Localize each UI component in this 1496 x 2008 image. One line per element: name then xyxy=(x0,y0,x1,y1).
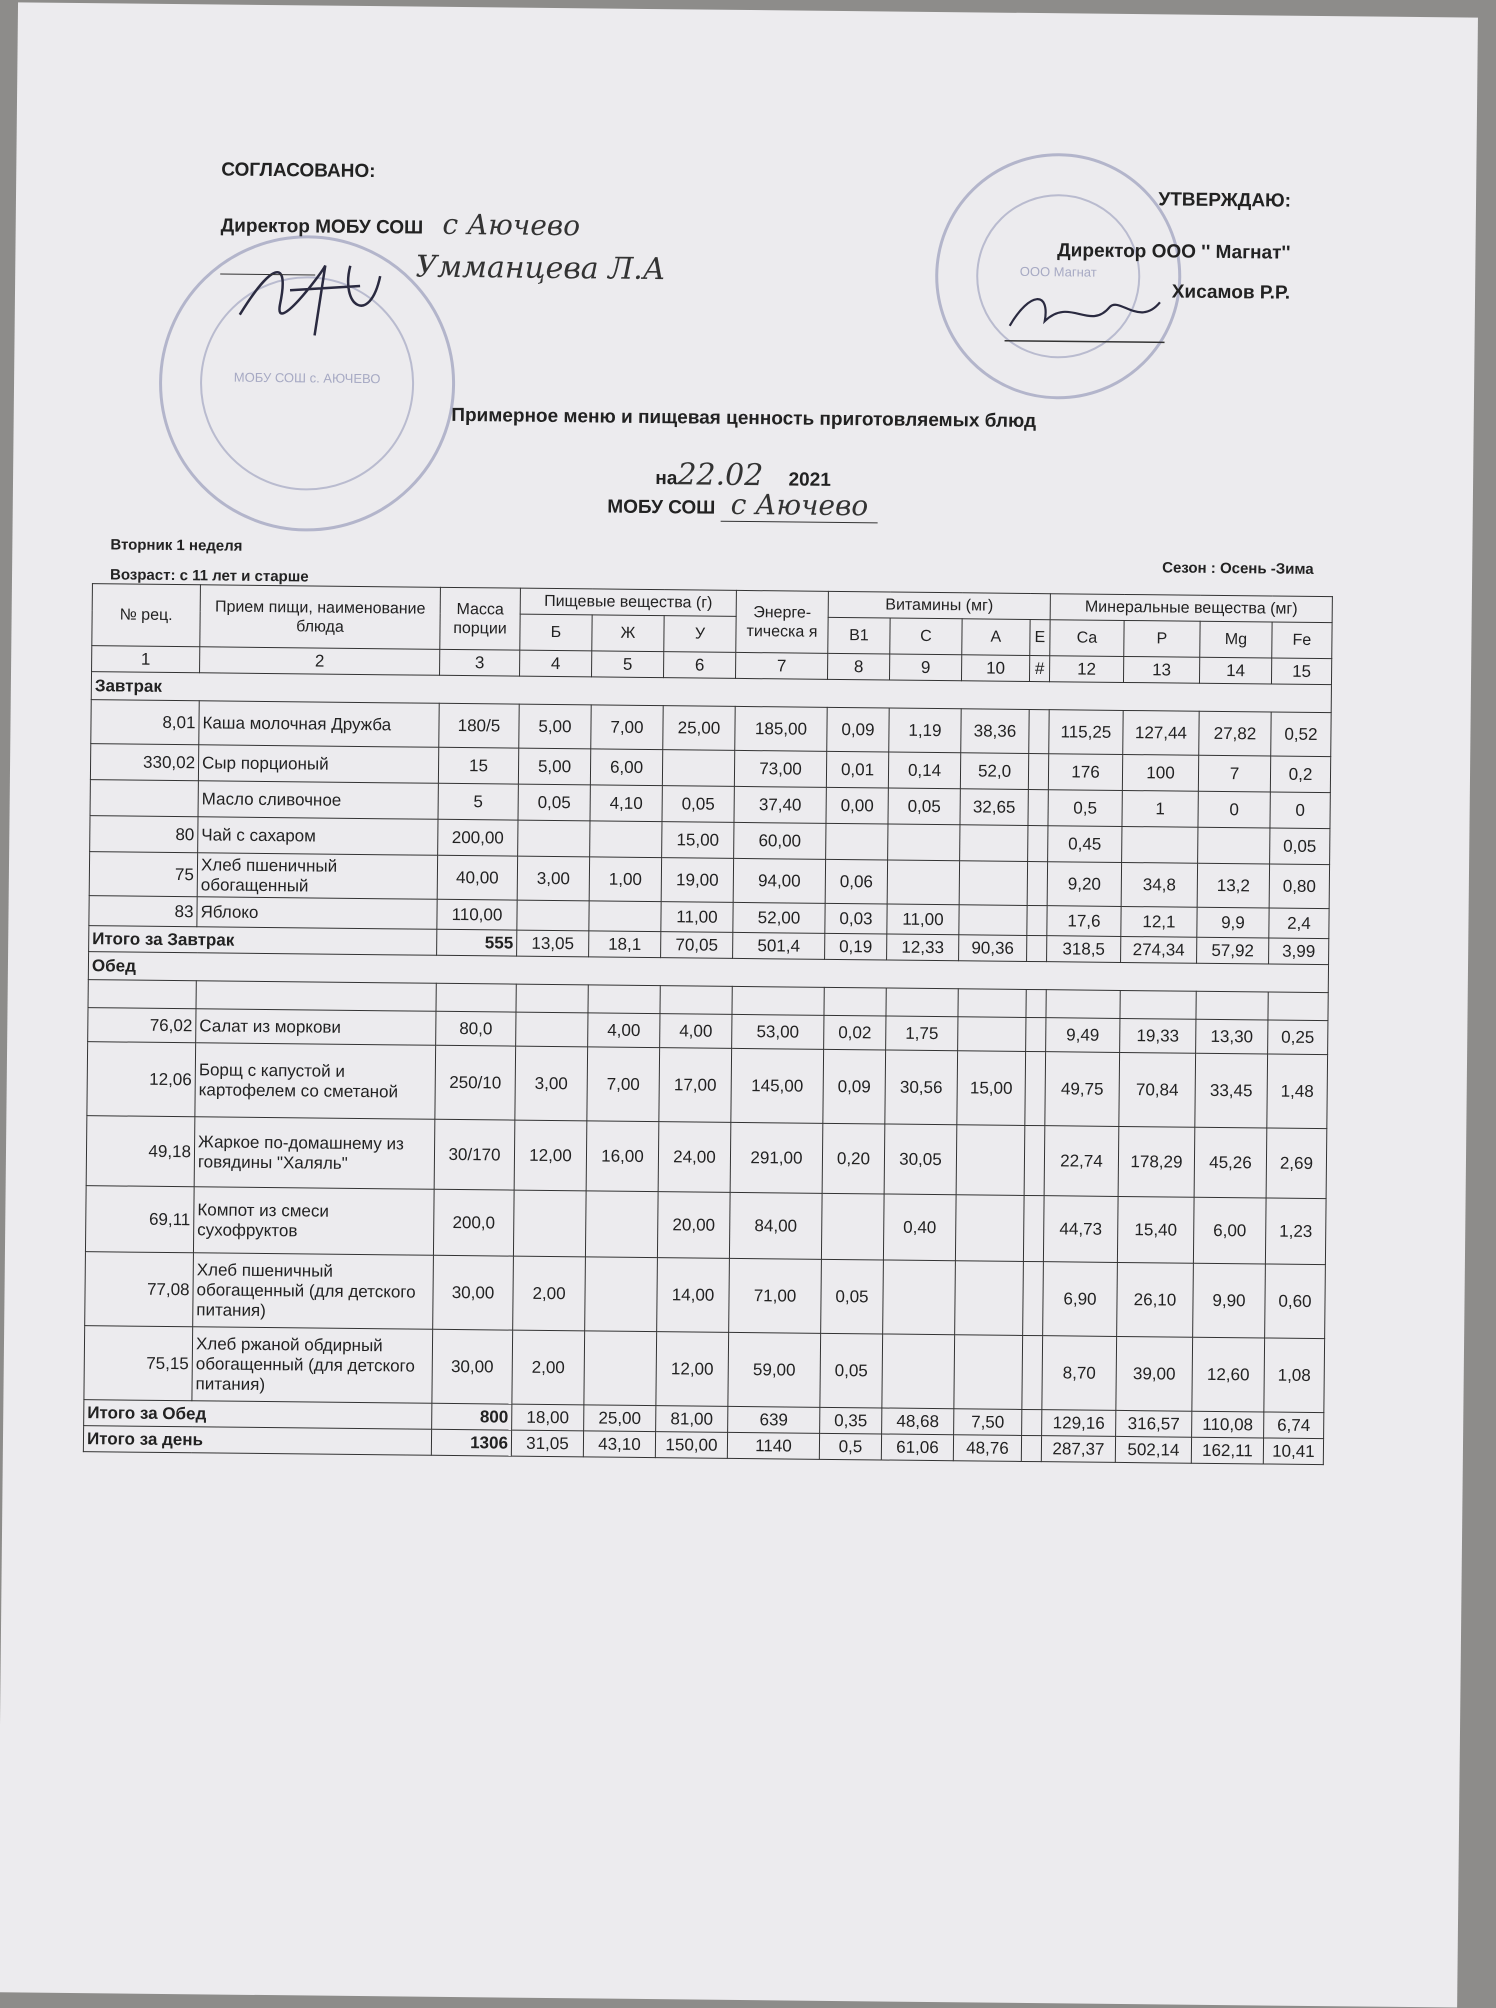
cell-value: 0,2 xyxy=(1270,756,1330,793)
empty-cell xyxy=(436,983,516,1012)
total-value: 0,19 xyxy=(825,933,887,960)
cell-value: 84,00 xyxy=(729,1192,822,1259)
empty-cell xyxy=(516,984,588,1013)
cell-value: 94,00 xyxy=(733,858,825,903)
cell-value: 0,05 xyxy=(820,1333,883,1408)
cell-value xyxy=(516,1012,588,1047)
left-seal-stamp: МОБУ СОШ с. АЮЧЕВО xyxy=(158,234,457,533)
column-number: 12 xyxy=(1049,656,1123,683)
total-value: 287,37 xyxy=(1041,1436,1115,1463)
cell-value: 6,00 xyxy=(1193,1197,1266,1264)
column-number: 3 xyxy=(440,649,520,676)
head-mg: Mg xyxy=(1200,621,1272,658)
head-ca: Ca xyxy=(1050,620,1124,657)
cell-value: 1 xyxy=(1122,790,1198,827)
total-mass: 1306 xyxy=(431,1429,511,1456)
cell-value xyxy=(518,820,590,857)
cell-value: 39,00 xyxy=(1116,1336,1193,1411)
cell-value: 0,25 xyxy=(1268,1020,1328,1055)
cell-value: 52,00 xyxy=(733,902,825,933)
dish-name: Жаркое по-домашнему из говядины "Халяль" xyxy=(194,1117,435,1190)
recipe-number: 75,15 xyxy=(84,1326,193,1401)
cell-value xyxy=(590,821,662,858)
column-number: 8 xyxy=(827,653,889,680)
cell-value xyxy=(821,1193,884,1260)
cell-value: 145,00 xyxy=(731,1048,824,1123)
cell-value: 250/10 xyxy=(435,1045,516,1120)
cell-value: 2,4 xyxy=(1269,908,1329,939)
total-value: 3,99 xyxy=(1269,938,1329,965)
head-b1: В1 xyxy=(828,617,890,654)
recipe-number: 49,18 xyxy=(86,1116,195,1187)
total-value: 18,1 xyxy=(589,931,661,958)
column-number: 5 xyxy=(592,651,664,678)
cell-value xyxy=(1023,1195,1044,1261)
cell-value: 3,00 xyxy=(517,856,589,901)
cell-value: 178,29 xyxy=(1118,1126,1195,1197)
column-number: 13 xyxy=(1123,656,1199,683)
head-e: Е xyxy=(1030,619,1050,655)
cell-value: 11,00 xyxy=(661,902,733,933)
cell-value: 2,00 xyxy=(512,1330,585,1405)
cell-value: 5 xyxy=(438,783,518,820)
cell-value: 30,00 xyxy=(433,1255,514,1330)
cell-value: 0,52 xyxy=(1271,712,1331,757)
cell-value: 14,00 xyxy=(657,1258,730,1333)
empty-cell xyxy=(886,988,958,1017)
cell-value: 32,65 xyxy=(960,789,1028,826)
cell-value xyxy=(883,1260,956,1335)
table-row xyxy=(84,1326,1325,1413)
menu-school-line: МОБУ СОШ с Аючево xyxy=(13,480,1473,528)
cell-value: 180/5 xyxy=(439,703,519,748)
total-value: 10,41 xyxy=(1263,1438,1323,1465)
cell-value: 12,00 xyxy=(656,1332,729,1407)
cell-value xyxy=(1028,789,1048,825)
cell-value xyxy=(954,1335,1023,1410)
cell-value: 19,00 xyxy=(661,858,733,903)
column-number: 10 xyxy=(961,655,1029,682)
cell-value xyxy=(955,1261,1024,1336)
cell-value: 0,80 xyxy=(1269,864,1329,909)
head-a: А xyxy=(962,619,1030,656)
cell-value: 12,60 xyxy=(1192,1337,1265,1412)
head-energy: Энерге-тическа я xyxy=(736,590,829,653)
cell-value: 9,9 xyxy=(1197,907,1269,938)
cell-value: 30,05 xyxy=(884,1124,957,1195)
cell-value xyxy=(585,1257,658,1332)
cell-value: 176 xyxy=(1048,754,1122,791)
column-number: 14 xyxy=(1199,657,1271,684)
column-number: 1 xyxy=(92,646,200,673)
table-row xyxy=(87,1042,1328,1129)
cell-value: 80,0 xyxy=(436,1011,516,1046)
cell-value xyxy=(956,1125,1025,1196)
column-number: 6 xyxy=(664,652,736,679)
recipe-number: 77,08 xyxy=(85,1252,194,1327)
cell-value xyxy=(662,750,734,787)
cell-value xyxy=(517,900,589,931)
cell-value: 38,36 xyxy=(961,709,1029,754)
column-number: 4 xyxy=(520,650,592,677)
cell-value: 9,20 xyxy=(1047,862,1121,907)
empty-cell xyxy=(1026,989,1046,1017)
head-zh: Ж xyxy=(592,615,664,652)
right-seal-stamp: ООО Магнат xyxy=(934,152,1183,401)
cell-value xyxy=(882,1334,955,1409)
cell-value: 15,00 xyxy=(662,822,734,859)
cell-value: 7 xyxy=(1198,755,1270,792)
cell-value: 4,00 xyxy=(660,1014,732,1049)
recipe-number: 80 xyxy=(90,816,198,853)
signer-right: Хисамов Р.Р. xyxy=(1171,281,1291,304)
total-mass: 555 xyxy=(437,929,517,956)
cell-value: 73,00 xyxy=(734,750,826,787)
cell-value xyxy=(1198,827,1270,864)
head-vitamins: Витамины (мг) xyxy=(828,591,1050,619)
empty-cell xyxy=(1196,991,1268,1020)
head-p: P xyxy=(1124,620,1200,657)
section-label: Завтрак xyxy=(91,672,1331,713)
total-value: 18,00 xyxy=(512,1404,584,1431)
total-value xyxy=(1022,1409,1042,1435)
empty-cell xyxy=(196,981,436,1012)
total-value xyxy=(1027,935,1047,961)
cell-value: 1,48 xyxy=(1267,1054,1328,1129)
cell-value: 12,1 xyxy=(1121,906,1197,937)
cell-value: 0,00 xyxy=(826,787,888,824)
dish-name: Хлеб пшеничный обогащенный (для детского питания) xyxy=(193,1253,434,1330)
menu-date-line: на22.02 2021 xyxy=(655,457,831,494)
total-value: 13,05 xyxy=(517,930,589,957)
cell-value xyxy=(955,1195,1024,1262)
cell-value xyxy=(959,905,1027,936)
cell-value xyxy=(1026,1017,1046,1051)
cell-value: 1,23 xyxy=(1265,1198,1326,1265)
school-handwritten-2: с Аючево xyxy=(720,488,878,524)
cell-value: 291,00 xyxy=(730,1122,823,1193)
total-value: 70,05 xyxy=(661,932,733,959)
cell-value xyxy=(589,901,661,932)
cell-value: 100 xyxy=(1122,754,1198,791)
cell-value: 0,20 xyxy=(822,1123,885,1194)
head-b: Б xyxy=(520,614,592,651)
cell-value: 70,84 xyxy=(1119,1052,1196,1127)
cell-value: 0,60 xyxy=(1265,1264,1326,1339)
column-number: 15 xyxy=(1271,658,1331,685)
dish-name: Сыр порционый xyxy=(198,745,438,784)
cell-value: 0,05 xyxy=(1270,828,1330,865)
total-value: 57,92 xyxy=(1197,937,1269,964)
total-value: 43,10 xyxy=(583,1431,655,1458)
cell-value: 0,09 xyxy=(827,707,889,752)
cell-value: 22,74 xyxy=(1044,1126,1119,1197)
column-number: 7 xyxy=(735,652,827,679)
cell-value: 37,40 xyxy=(734,786,826,823)
cell-value: 0,05 xyxy=(821,1259,884,1334)
cell-value: 0 xyxy=(1198,791,1270,828)
cell-value: 6,90 xyxy=(1043,1262,1118,1337)
cell-value: 0,5 xyxy=(1048,790,1122,827)
cell-value: 15,40 xyxy=(1117,1196,1194,1263)
cell-value: 13,2 xyxy=(1197,863,1269,908)
cell-value: 8,70 xyxy=(1042,1336,1117,1411)
cell-value: 115,25 xyxy=(1049,710,1123,755)
total-value: 501,4 xyxy=(733,932,825,959)
total-label: Итого за Завтрак xyxy=(89,926,437,956)
total-value: 110,08 xyxy=(1192,1411,1264,1438)
recipe-number: 12,06 xyxy=(87,1042,196,1117)
dish-name: Салат из моркови xyxy=(196,1009,436,1046)
cell-value xyxy=(1027,861,1047,905)
cell-value: 200,0 xyxy=(433,1189,514,1256)
date-handwritten: 22.02 xyxy=(677,457,764,494)
cell-value xyxy=(1022,1335,1043,1409)
total-value: 150,00 xyxy=(655,1432,727,1459)
signer-left-handwritten: Умманцева Л.А xyxy=(415,249,666,288)
dish-name: Яблоко xyxy=(197,897,437,930)
total-value: 0,35 xyxy=(820,1407,882,1434)
recipe-number: 69,11 xyxy=(85,1186,194,1253)
approve-block xyxy=(1025,186,1291,307)
total-value: 81,00 xyxy=(656,1406,728,1433)
total-value: 31,05 xyxy=(511,1430,583,1457)
cell-value: 110,00 xyxy=(437,899,517,930)
cell-value xyxy=(584,1331,657,1406)
empty-cell xyxy=(958,989,1026,1018)
empty-cell xyxy=(1120,990,1196,1019)
age-label: Возраст: с 11 лет и старше xyxy=(109,566,309,586)
total-value: 7,50 xyxy=(954,1409,1022,1436)
approve-label: УТВЕРЖДАЮ: xyxy=(1158,189,1292,212)
column-number: # xyxy=(1029,655,1049,681)
cell-value xyxy=(1028,825,1048,861)
empty-cell xyxy=(732,986,824,1015)
cell-value: 17,6 xyxy=(1047,906,1121,937)
total-value: 48,76 xyxy=(953,1435,1021,1462)
cell-value: 5,00 xyxy=(518,748,590,785)
head-fe: Fe xyxy=(1272,622,1332,659)
empty-cell xyxy=(88,980,196,1009)
recipe-number: 83 xyxy=(89,896,197,927)
cell-value: 17,00 xyxy=(659,1048,732,1123)
total-value: 639 xyxy=(728,1406,820,1433)
director-right: Директор ООО '' Магнат'' xyxy=(1057,240,1291,264)
cell-value: 45,26 xyxy=(1194,1127,1267,1198)
cell-value: 30/170 xyxy=(434,1119,515,1190)
empty-cell xyxy=(588,985,660,1014)
recipe-number: 330,02 xyxy=(90,744,198,781)
season-label: Сезон : Осень -Зима xyxy=(1162,559,1314,578)
cell-value: 15,00 xyxy=(957,1051,1026,1126)
total-value xyxy=(1021,1435,1041,1461)
cell-value: 0,03 xyxy=(825,903,887,934)
cell-value: 6,00 xyxy=(590,749,662,786)
table-row xyxy=(85,1252,1326,1339)
head-rec: № рец. xyxy=(92,584,201,647)
head-nutrients: Пищевые вещества (г) xyxy=(520,588,736,616)
cell-value: 4,00 xyxy=(588,1013,660,1048)
head-c: С xyxy=(890,618,962,655)
cell-value xyxy=(1025,1051,1046,1125)
cell-value: 1,08 xyxy=(1264,1338,1325,1413)
cell-value: 30,00 xyxy=(432,1329,513,1404)
cell-value: 59,00 xyxy=(728,1332,821,1407)
empty-cell xyxy=(1046,990,1120,1019)
cell-value xyxy=(1023,1261,1044,1335)
total-label: Итого за день xyxy=(83,1426,431,1456)
cell-value: 200,00 xyxy=(438,819,518,856)
cell-value: 2,69 xyxy=(1266,1128,1327,1199)
cell-value: 71,00 xyxy=(729,1258,822,1333)
cell-value xyxy=(1028,753,1048,789)
day-label: Вторник 1 неделя xyxy=(110,536,243,555)
cell-value: 0,45 xyxy=(1048,826,1122,863)
cell-value xyxy=(1029,709,1049,753)
total-value: 274,34 xyxy=(1121,936,1197,963)
cell-value: 11,00 xyxy=(887,904,959,935)
cell-value: 1,00 xyxy=(589,857,661,902)
cell-value xyxy=(888,824,960,861)
cell-value: 7,00 xyxy=(591,705,663,750)
cell-value xyxy=(585,1191,658,1258)
cell-value xyxy=(1027,905,1047,935)
cell-value: 0,05 xyxy=(662,786,734,823)
director-left: Директор МОБУ СОШ xyxy=(220,215,424,239)
cell-value: 53,00 xyxy=(732,1014,824,1049)
total-value: 12,33 xyxy=(887,934,959,961)
dish-name: Борщ с капустой и картофелем со сметаной xyxy=(195,1043,436,1120)
cell-value xyxy=(826,823,888,860)
cell-value: 9,90 xyxy=(1193,1263,1266,1338)
cell-value: 16,00 xyxy=(586,1121,659,1192)
cell-value: 7,00 xyxy=(587,1047,660,1122)
column-number: 9 xyxy=(889,654,961,681)
cell-value: 12,00 xyxy=(514,1120,587,1191)
total-mass: 800 xyxy=(432,1403,512,1430)
cell-value: 0,40 xyxy=(883,1194,956,1261)
menu-table xyxy=(83,583,1333,1465)
total-value: 162,11 xyxy=(1191,1437,1263,1464)
recipe-number: 76,02 xyxy=(88,1008,196,1043)
cell-value: 27,82 xyxy=(1199,711,1271,756)
dish-name: Чай с сахаром xyxy=(198,817,438,856)
cell-value: 5,00 xyxy=(519,704,591,749)
cell-value: 52,0 xyxy=(960,753,1028,790)
head-mass: Масса порции xyxy=(440,587,521,650)
total-value: 6,74 xyxy=(1264,1412,1324,1439)
empty-cell xyxy=(1268,992,1328,1021)
menu-title: Примерное меню и пищевая ценность приготовляемых блюд xyxy=(451,404,1037,433)
agreed-label: СОГЛАСОВАНО: xyxy=(221,159,376,183)
cell-value: 2,00 xyxy=(513,1256,586,1331)
cell-value: 15 xyxy=(438,747,518,784)
cell-value xyxy=(1122,826,1198,863)
cell-value: 44,73 xyxy=(1043,1196,1118,1263)
school-handwritten: с Аючево xyxy=(442,207,581,243)
head-meal: Прием пищи, наименование блюда xyxy=(200,585,441,650)
recipe-number xyxy=(90,780,198,817)
head-minerals: Минеральные вещества (мг) xyxy=(1050,594,1332,623)
cell-value: 0,05 xyxy=(518,784,590,821)
total-value: 48,68 xyxy=(882,1408,954,1435)
total-value: 1140 xyxy=(727,1432,819,1459)
total-value: 90,36 xyxy=(959,935,1027,962)
cell-value: 4,10 xyxy=(590,785,662,822)
cell-value: 3,00 xyxy=(515,1046,588,1121)
cell-value: 0,14 xyxy=(888,752,960,789)
cell-value: 0,09 xyxy=(823,1049,886,1124)
empty-cell xyxy=(824,987,886,1016)
cell-value: 1,19 xyxy=(889,708,961,753)
cell-value: 0,06 xyxy=(825,859,887,904)
cell-value: 0,01 xyxy=(826,751,888,788)
total-value: 0,5 xyxy=(819,1433,881,1460)
cell-value: 13,30 xyxy=(1196,1019,1268,1054)
dish-name: Хлеб ржаной обдирный обогащенный (для детского питания) xyxy=(192,1327,433,1404)
total-value: 25,00 xyxy=(584,1405,656,1432)
menu-table-body xyxy=(83,646,1331,1465)
agreed-block xyxy=(220,157,667,287)
cell-value: 34,8 xyxy=(1121,862,1197,907)
dish-name: Каша молочная Дружба xyxy=(199,701,439,748)
cell-value: 127,44 xyxy=(1123,710,1199,755)
cell-value: 0,02 xyxy=(824,1015,886,1050)
cell-value: 33,45 xyxy=(1195,1053,1268,1128)
cell-value: 1,75 xyxy=(886,1016,958,1051)
dish-name: Компот из смеси сухофруктов xyxy=(193,1187,434,1256)
cell-value: 24,00 xyxy=(658,1122,731,1193)
cell-value xyxy=(958,1017,1026,1052)
column-number: 2 xyxy=(200,647,440,676)
cell-value: 19,33 xyxy=(1120,1018,1196,1053)
cell-value: 40,00 xyxy=(437,855,517,900)
section-label: Обед xyxy=(88,952,1328,993)
total-value: 129,16 xyxy=(1042,1410,1116,1437)
cell-value xyxy=(887,860,959,905)
recipe-number: 8,01 xyxy=(91,700,199,745)
cell-value xyxy=(1024,1125,1045,1195)
dish-name: Хлеб пшеничный обогащенный xyxy=(197,853,437,900)
cell-value: 0,05 xyxy=(888,788,960,825)
table-row xyxy=(86,1116,1327,1199)
cell-value: 9,49 xyxy=(1046,1018,1120,1053)
total-value: 61,06 xyxy=(881,1434,953,1461)
total-label: Итого за Обед xyxy=(84,1400,432,1430)
cell-value xyxy=(513,1190,586,1257)
cell-value: 49,75 xyxy=(1045,1052,1120,1127)
cell-value xyxy=(959,861,1027,906)
head-u: У xyxy=(664,616,736,653)
total-value: 502,14 xyxy=(1115,1436,1191,1463)
dish-name: Масло сливочное xyxy=(198,781,438,820)
cell-value: 185,00 xyxy=(735,706,827,751)
total-value: 316,57 xyxy=(1116,1410,1192,1437)
total-value: 318,5 xyxy=(1047,936,1121,963)
cell-value xyxy=(960,825,1028,862)
document-page xyxy=(0,2,1478,2007)
cell-value: 20,00 xyxy=(657,1192,730,1259)
cell-value: 60,00 xyxy=(734,822,826,859)
cell-value: 26,10 xyxy=(1117,1262,1194,1337)
cell-value: 25,00 xyxy=(663,706,735,751)
recipe-number: 75 xyxy=(89,852,197,897)
cell-value: 30,56 xyxy=(885,1050,958,1125)
empty-cell xyxy=(660,986,732,1015)
cell-value: 0 xyxy=(1270,792,1330,829)
